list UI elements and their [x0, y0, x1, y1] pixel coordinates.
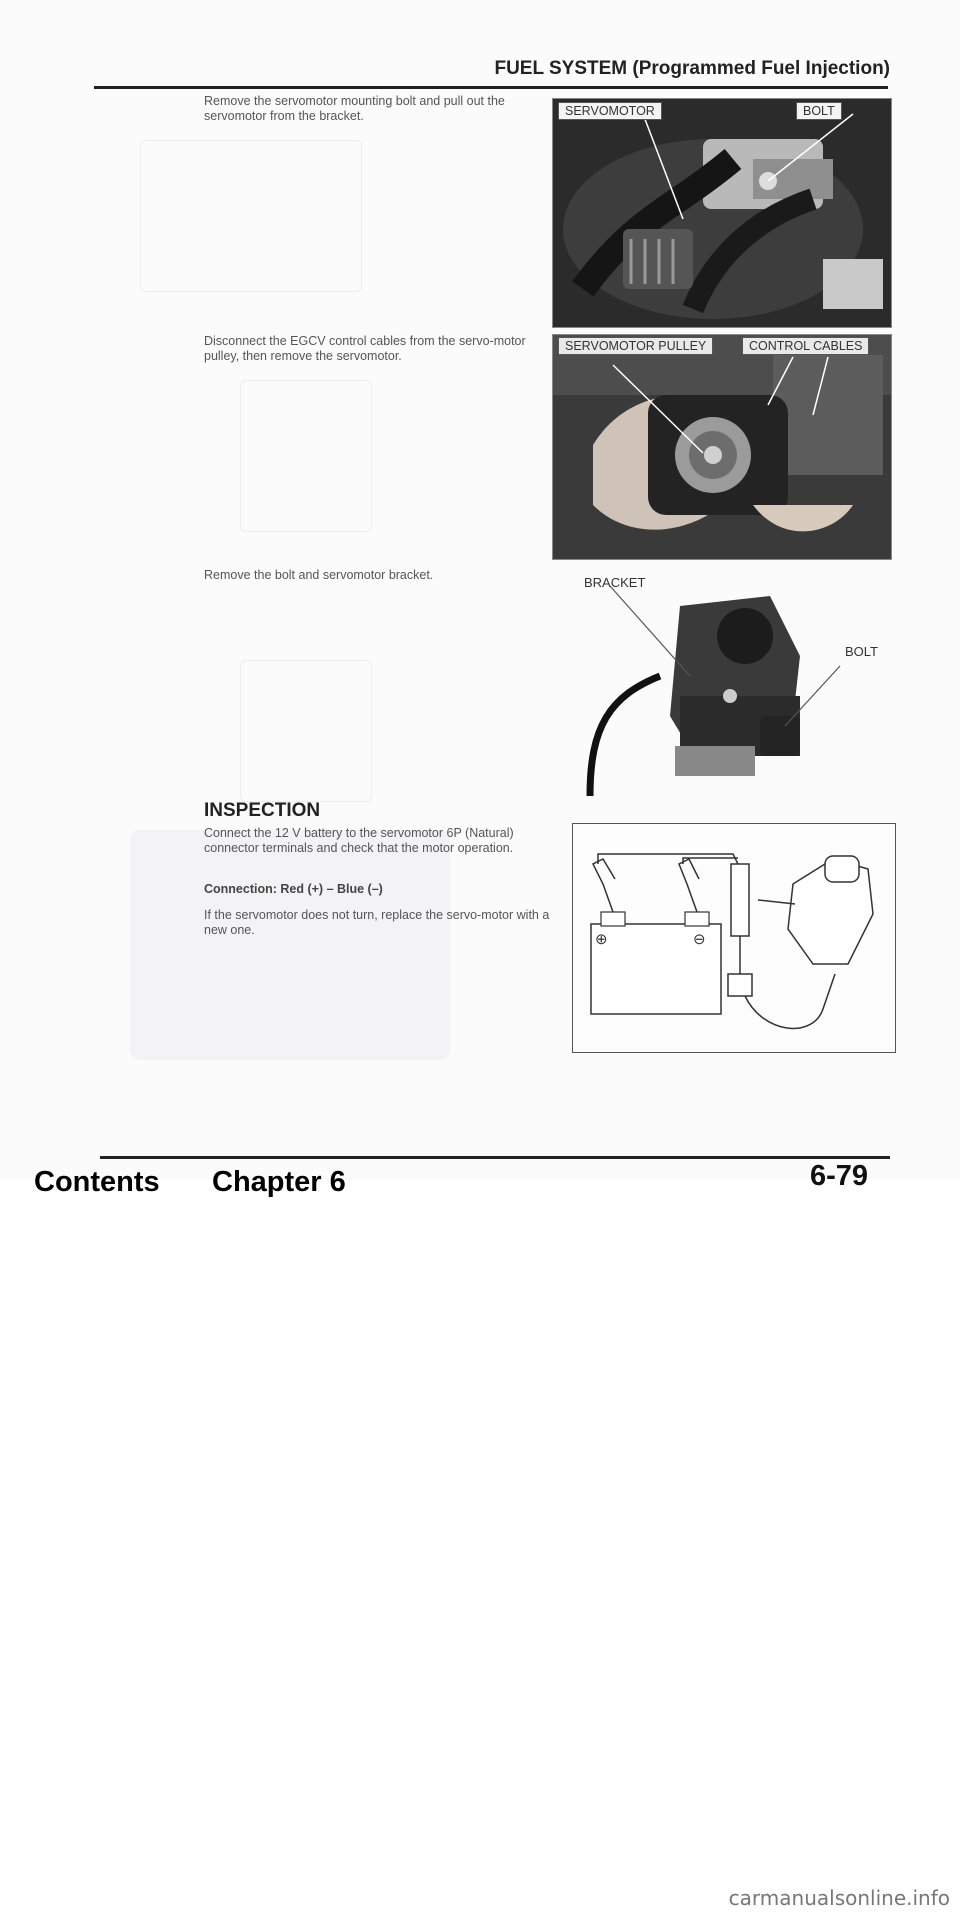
section-title: FUEL SYSTEM (Programmed Fuel Injection) [494, 58, 890, 79]
inspection-heading: INSPECTION [204, 800, 321, 821]
bleed-through-shape [130, 830, 450, 1060]
callout-servomotor-pulley: SERVOMOTOR PULLEY [558, 337, 713, 355]
site-watermark: carmanualsonline.info [728, 1886, 950, 1910]
test-wiring-diagram [572, 823, 896, 1053]
callout-bracket: BRACKET [584, 575, 646, 590]
contents-link[interactable]: Contents [34, 1166, 160, 1198]
step-3-text: Remove the bolt and servomotor bracket. [204, 568, 434, 582]
bleed-through-shape [140, 140, 362, 292]
step-2-text: Disconnect the EGCV control cables from the servo-motor pulley, then remove the servomotor. [204, 334, 526, 363]
positive-terminal-icon: ⊕ [595, 931, 608, 948]
callout-servomotor: SERVOMOTOR [558, 102, 662, 120]
footer-rule [100, 1156, 890, 1159]
callout-control-cables: CONTROL CABLES [742, 337, 869, 355]
negative-terminal-icon: ⊖ [693, 931, 706, 948]
bleed-through-shape [240, 660, 372, 802]
step-1-text: Remove the servomotor mounting bolt and pull out the servomotor from the bracket. [204, 94, 505, 123]
replace-text: If the servomotor does not turn, replace the servo-motor with a new one. [204, 908, 550, 937]
servomotor-pulley-photo [552, 334, 892, 560]
chapter-link[interactable]: Chapter 6 [212, 1166, 346, 1198]
bleed-through-shape [240, 380, 372, 532]
servomotor-photo [552, 98, 892, 328]
page-number: 6-79 [810, 1160, 869, 1192]
connection-spec: Connection: Red (+) – Blue (–) [204, 882, 383, 896]
header-rule [94, 86, 888, 89]
inspection-text: Connect the 12 V battery to the servomotor 6P (Natural) connector terminals and check that the motor operation. [204, 826, 514, 855]
callout-bracket-bolt: BOLT [845, 644, 878, 659]
callout-bolt: BOLT [796, 102, 842, 120]
bracket-photo [580, 566, 900, 802]
